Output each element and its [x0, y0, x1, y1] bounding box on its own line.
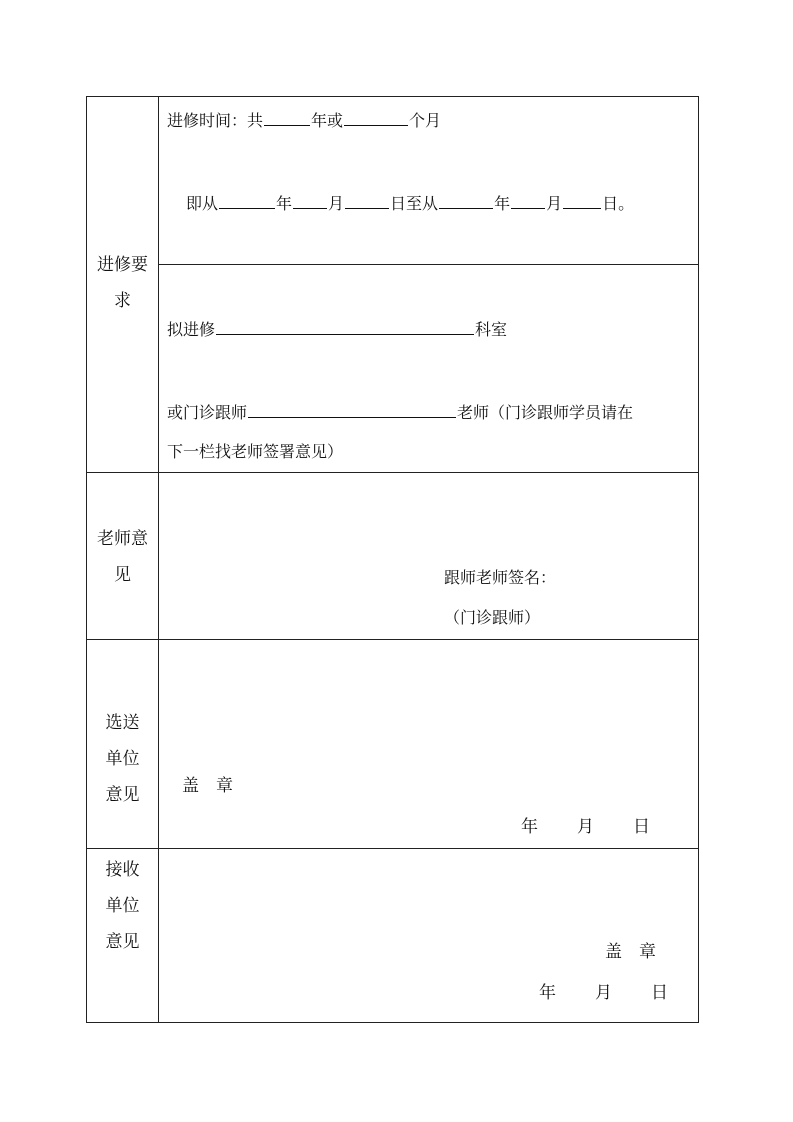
row-divider-receiving: [87, 848, 698, 849]
clinic-teacher-field[interactable]: [248, 401, 456, 418]
sending-seal: 盖 章: [182, 776, 233, 796]
period-day-to: 日至从: [390, 194, 439, 213]
row-divider-teacher: [87, 472, 698, 473]
period-month1: 月: [328, 194, 345, 213]
end-month-field[interactable]: [511, 192, 545, 209]
department-suffix: 科室: [475, 320, 508, 339]
receiving-label-line2: 单位: [105, 896, 140, 916]
duration-months-field[interactable]: [344, 109, 408, 126]
department-prefix: 拟进修: [167, 320, 216, 339]
clinic-line: [167, 401, 633, 423]
receiving-month: 月: [595, 983, 612, 1003]
study-requirements-label: [87, 247, 158, 319]
study-duration-line: [167, 109, 441, 131]
teacher-signature-label: 跟师老师签名：: [444, 568, 557, 587]
receiving-label-line3: 意见: [105, 932, 140, 952]
teacher-label-line1: 老师意: [97, 529, 148, 549]
period-month2: 月: [546, 194, 563, 213]
department-field[interactable]: [216, 318, 474, 335]
sending-label-line1: 选送: [105, 713, 140, 733]
clinic-suffix: 老师（门诊跟师学员请在: [457, 403, 634, 422]
teacher-label-line2: 见: [114, 565, 131, 585]
receiving-year: 年: [539, 983, 556, 1003]
duration-years-field[interactable]: [264, 109, 310, 126]
duration-prefix: 进修时间：共: [167, 111, 264, 130]
sending-label-line3: 意见: [105, 785, 140, 805]
clinic-note-line: 下一栏找老师签署意见）: [167, 442, 344, 461]
sending-label-line2: 单位: [105, 749, 140, 769]
period-year2: 年: [494, 194, 511, 213]
application-form-table: [86, 96, 699, 1023]
receiving-day: 日: [651, 983, 668, 1003]
row-divider-study-inner: [158, 264, 698, 265]
sending-month: 月: [577, 817, 594, 837]
receiving-label-line1: 接收: [105, 860, 140, 880]
receiving-unit-label: [87, 852, 158, 960]
period-year1: 年: [276, 194, 293, 213]
department-line: [167, 318, 507, 340]
end-year-field[interactable]: [439, 192, 493, 209]
column-divider: [158, 97, 159, 1022]
period-prefix: 即从: [186, 194, 219, 213]
period-day-end: 日。: [602, 194, 635, 213]
end-day-field[interactable]: [563, 192, 601, 209]
receiving-seal: 盖 章: [605, 942, 656, 962]
teacher-signature-note: （门诊跟师）: [444, 608, 541, 627]
sending-day: 日: [633, 817, 650, 837]
row-divider-sending: [87, 639, 698, 640]
study-period-line: [186, 192, 634, 214]
study-label-line1: 进修要: [97, 255, 148, 275]
teacher-opinion-label: [87, 521, 158, 593]
start-month-field[interactable]: [293, 192, 327, 209]
study-label-line2: 求: [114, 291, 131, 311]
clinic-prefix: 或门诊跟师: [167, 403, 248, 422]
start-year-field[interactable]: [219, 192, 275, 209]
start-day-field[interactable]: [345, 192, 389, 209]
duration-months-label: 个月: [409, 111, 442, 130]
sending-year: 年: [521, 817, 538, 837]
duration-year-or: 年或: [311, 111, 344, 130]
sending-unit-label: [87, 705, 158, 813]
